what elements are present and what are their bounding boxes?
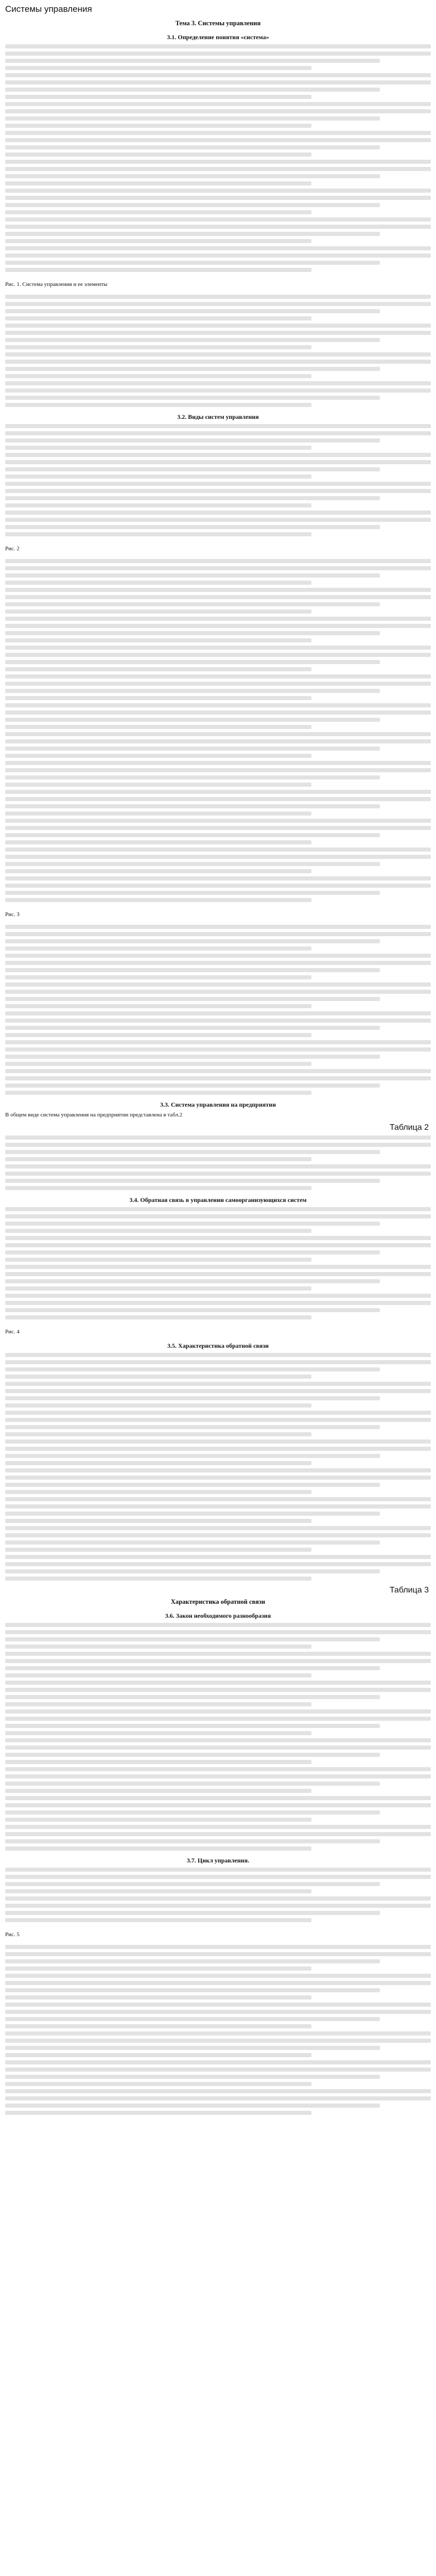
text-block — [5, 790, 431, 844]
text-block — [5, 2003, 431, 2057]
section-3-1-title: 3.1. Определение понятия «система» — [167, 33, 269, 41]
text-block — [5, 1623, 431, 1677]
text-block — [5, 424, 431, 479]
text-block — [5, 1411, 431, 1465]
topic-title: Тема 3. Системы управления — [175, 20, 261, 27]
text-block — [5, 44, 431, 99]
section-3-7-title: 3.7. Цикл управления. — [186, 1857, 250, 1864]
text-block — [5, 1136, 431, 1190]
text-block — [5, 617, 431, 671]
text-block — [5, 559, 431, 614]
text-block — [5, 1945, 431, 1999]
table-2-label: Таблица 2 — [389, 1123, 429, 1132]
text-block — [5, 1207, 431, 1262]
figure-1-caption: Рис. 1. Система управления и ее элементы — [5, 281, 108, 287]
text-block — [5, 925, 431, 979]
text-block — [5, 1526, 431, 1581]
text-block — [5, 1681, 431, 1735]
table-2-reference: В общем виде система управления на предприятии представлена в табл.2 — [5, 1112, 183, 1118]
text-block — [5, 102, 431, 157]
text-block — [5, 1353, 431, 1408]
text-block — [5, 1040, 431, 1095]
section-3-6-title: 3.6. Закон необходимого разнообразия — [165, 1612, 271, 1619]
figure-3-caption: Рис. 3 — [5, 911, 20, 918]
text-block — [5, 1738, 431, 1793]
text-block — [5, 295, 431, 349]
figure-5-caption: Рис. 5 — [5, 1931, 20, 1938]
text-block — [5, 160, 431, 214]
figure-2-caption: Рис. 2 — [5, 546, 20, 552]
text-block — [5, 1468, 431, 1523]
text-block — [5, 1868, 431, 1922]
text-block — [5, 848, 431, 902]
table-3-label: Таблица 3 — [389, 1586, 429, 1595]
table-3-title: Характеристика обратной связи — [170, 1598, 266, 1605]
text-block — [5, 352, 431, 407]
text-block — [5, 1796, 431, 1851]
text-block — [5, 217, 431, 272]
figure-4-caption: Рис. 4 — [5, 1329, 20, 1335]
section-3-2-title: 3.2. Виды систем управления — [177, 413, 259, 420]
document-title: Системы управления — [5, 4, 92, 14]
text-block — [5, 2060, 431, 2115]
section-3-3-title: 3.3. Система управления на предприятии — [160, 1101, 276, 1108]
text-block — [5, 482, 431, 536]
text-block — [5, 1265, 431, 1319]
section-3-5-title: 3.5. Характеристика обратной связи — [167, 1342, 269, 1349]
text-block — [5, 674, 431, 729]
text-block — [5, 732, 431, 787]
section-3-4-title: 3.4. Обратная связь в управлении самоорганизующихся систем — [129, 1196, 307, 1204]
text-block — [5, 982, 431, 1037]
